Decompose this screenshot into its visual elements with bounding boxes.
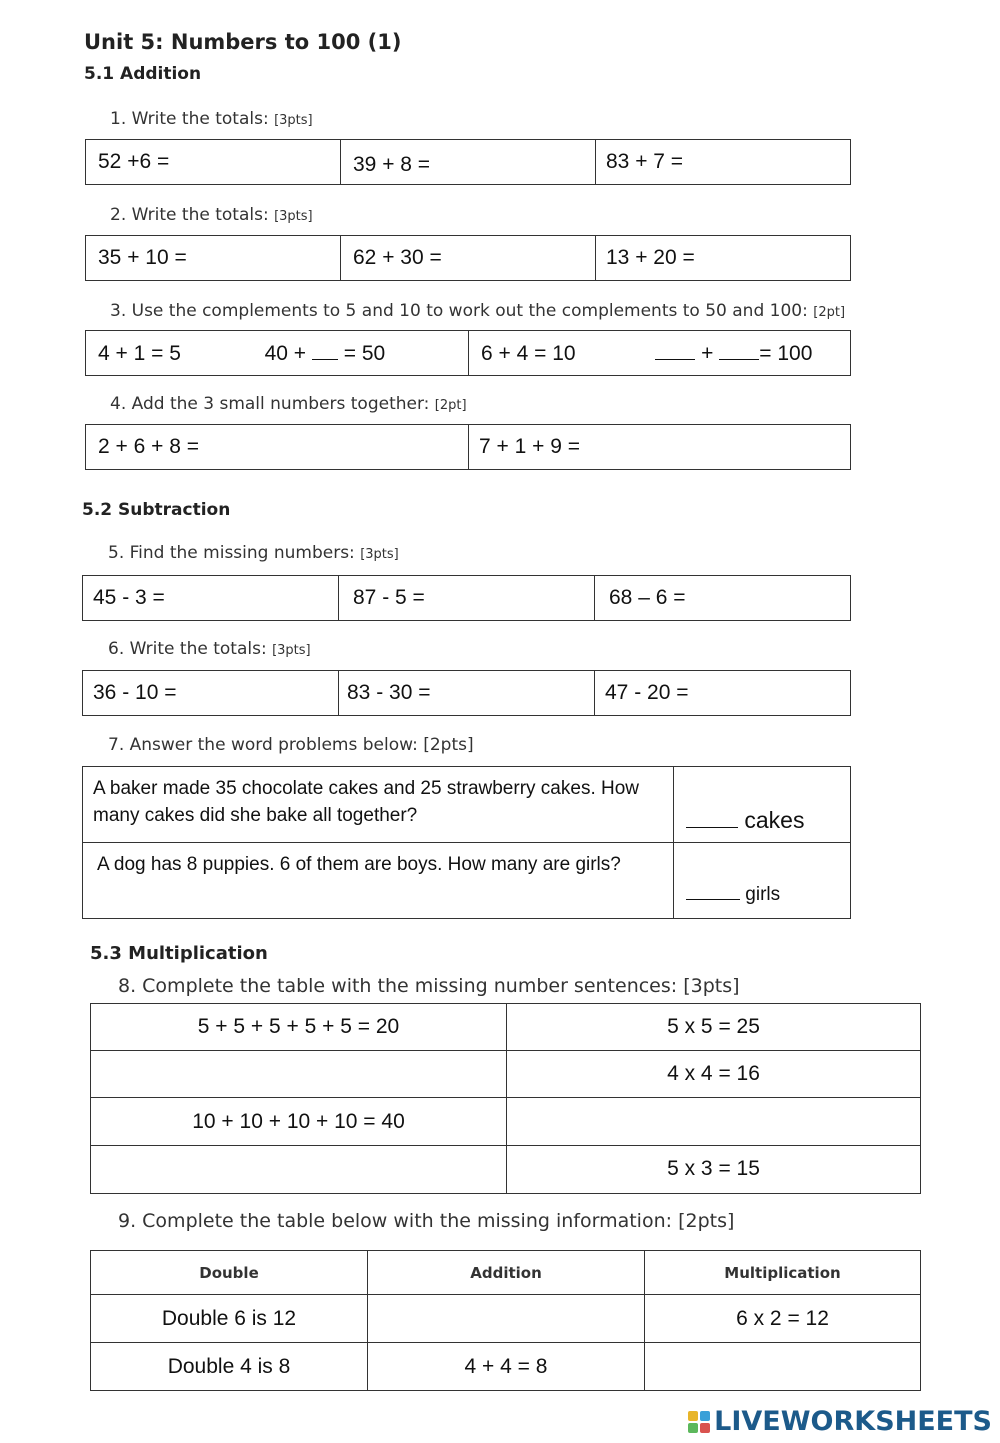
q7-table <box>82 766 851 919</box>
q8-r3-multiplication[interactable] <box>507 1098 921 1145</box>
q3-right-plus: + <box>701 341 714 365</box>
q3-right-suffix: = 100 <box>759 341 813 365</box>
q7-answer-2 <box>674 843 851 919</box>
q2-cell-2[interactable]: 62 + 30 = <box>341 236 596 281</box>
q1-cell-1[interactable]: 52 +6 = <box>86 140 341 185</box>
q3-right-example: 6 + 4 = 10 <box>481 341 576 365</box>
q8-r1-addition: 5 + 5 + 5 + 5 + 5 = 20 <box>91 1004 507 1051</box>
logo-square-2 <box>700 1411 710 1421</box>
q9-header-addition: Addition <box>368 1251 645 1295</box>
q7-answer-2-unit: girls <box>745 884 781 905</box>
q4-prompt-text: 4. Add the 3 small numbers together: <box>110 394 430 414</box>
q7-answer-1-blank[interactable] <box>686 807 738 828</box>
section-multiplication: 5.3 Multiplication <box>90 943 268 964</box>
q3-right-blank-1[interactable] <box>655 341 695 360</box>
q3-table <box>85 330 851 376</box>
q1-cell-2[interactable]: 39 + 8 = <box>341 140 596 185</box>
q1-cell-3[interactable]: 83 + 7 = <box>596 140 851 185</box>
q5-table <box>82 575 851 621</box>
q9-header-multiplication: Multiplication <box>645 1251 921 1295</box>
q5-prompt <box>108 543 399 563</box>
q8-r1-multiplication: 5 x 5 = 25 <box>507 1004 921 1051</box>
page-title: Unit 5: Numbers to 100 (1) <box>84 30 402 54</box>
q7-answer-1-unit: cakes <box>744 807 805 833</box>
q9-r2-addition: 4 + 4 = 8 <box>368 1343 645 1391</box>
q9-table <box>90 1250 921 1391</box>
q8-r3-addition: 10 + 10 + 10 + 10 = 40 <box>91 1098 507 1145</box>
q4-points: [2pt] <box>434 398 467 413</box>
q5-cell-2[interactable]: 87 - 5 = <box>339 576 595 621</box>
section-addition: 5.1 Addition <box>84 64 202 84</box>
q7-problem-1: A baker made 35 chocolate cakes and 25 strawberry cakes. How many cakes did she bake all together? <box>83 767 674 843</box>
q7-answer-1 <box>674 767 851 843</box>
q6-prompt <box>108 639 311 659</box>
logo-square-1 <box>688 1411 698 1421</box>
brand-watermark[interactable] <box>688 1406 992 1437</box>
q8-table <box>90 1003 921 1194</box>
q1-prompt-text: 1. Write the totals: <box>110 109 269 129</box>
q3-points: [2pt] <box>813 305 846 320</box>
q5-cell-3[interactable]: 68 – 6 = <box>595 576 851 621</box>
brand-name: LIVEWORKSHEETS <box>714 1406 992 1437</box>
q3-left-answer-blank[interactable] <box>312 341 338 360</box>
q4-cell-2[interactable]: 7 + 1 + 9 = <box>469 425 851 470</box>
q8-r2-multiplication: 4 x 4 = 16 <box>507 1051 921 1098</box>
q8-r4-multiplication: 5 x 3 = 15 <box>507 1145 921 1193</box>
q7-prompt: 7. Answer the word problems below: [2pts] <box>108 735 474 755</box>
q8-prompt: 8. Complete the table with the missing number sentences: [3pts] <box>118 975 740 997</box>
q6-cell-3[interactable]: 47 - 20 = <box>595 671 851 716</box>
q2-table <box>85 235 851 281</box>
q9-r1-addition[interactable] <box>368 1295 645 1343</box>
q7-problem-2: A dog has 8 puppies. 6 of them are boys. How many are girls? <box>83 843 674 919</box>
q9-r2-multiplication[interactable] <box>645 1343 921 1391</box>
q2-points: [3pts] <box>274 209 313 224</box>
q9-r1-double: Double 6 is 12 <box>91 1295 368 1343</box>
q4-prompt <box>110 394 467 414</box>
q9-r1-multiplication: 6 x 2 = 12 <box>645 1295 921 1343</box>
q9-prompt: 9. Complete the table below with the missing information: [2pts] <box>118 1210 735 1232</box>
q4-cell-1[interactable]: 2 + 6 + 8 = <box>86 425 469 470</box>
q2-cell-1[interactable]: 35 + 10 = <box>86 236 341 281</box>
q6-table <box>82 670 851 716</box>
q8-r2-addition[interactable] <box>91 1051 507 1098</box>
q3-prompt <box>110 301 845 321</box>
q3-left-cell <box>86 331 469 376</box>
q2-cell-3[interactable]: 13 + 20 = <box>596 236 851 281</box>
q3-right-blank-2[interactable] <box>719 341 759 360</box>
q6-cell-1[interactable]: 36 - 10 = <box>83 671 339 716</box>
q9-header-double: Double <box>91 1251 368 1295</box>
logo-square-3 <box>688 1423 698 1433</box>
q1-table <box>85 139 851 185</box>
logo-square-4 <box>700 1423 710 1433</box>
q6-points: [3pts] <box>272 643 311 658</box>
q1-points: [3pts] <box>274 113 313 128</box>
q6-cell-2[interactable]: 83 - 30 = <box>339 671 595 716</box>
q5-cell-1[interactable]: 45 - 3 = <box>83 576 339 621</box>
section-subtraction: 5.2 Subtraction <box>82 500 231 520</box>
q3-left-prefix: 40 + <box>264 341 307 365</box>
q4-table <box>85 424 851 470</box>
q7-answer-2-blank[interactable] <box>686 883 740 900</box>
q3-left-example: 4 + 1 = 5 <box>98 341 181 365</box>
q2-prompt-text: 2. Write the totals: <box>110 205 269 225</box>
q1-prompt <box>110 109 313 129</box>
q9-r2-double: Double 4 is 8 <box>91 1343 368 1391</box>
q5-prompt-text: 5. Find the missing numbers: <box>108 543 355 563</box>
q8-r4-addition[interactable] <box>91 1145 507 1193</box>
q6-prompt-text: 6. Write the totals: <box>108 639 267 659</box>
q3-left-suffix: = 50 <box>343 341 386 365</box>
q2-prompt <box>110 205 313 225</box>
q3-prompt-text: 3. Use the complements to 5 and 10 to work out the complements to 50 and 100: <box>110 301 808 321</box>
q3-right-cell <box>469 331 851 376</box>
q5-points: [3pts] <box>360 547 399 562</box>
liveworksheets-logo-icon <box>688 1411 710 1433</box>
